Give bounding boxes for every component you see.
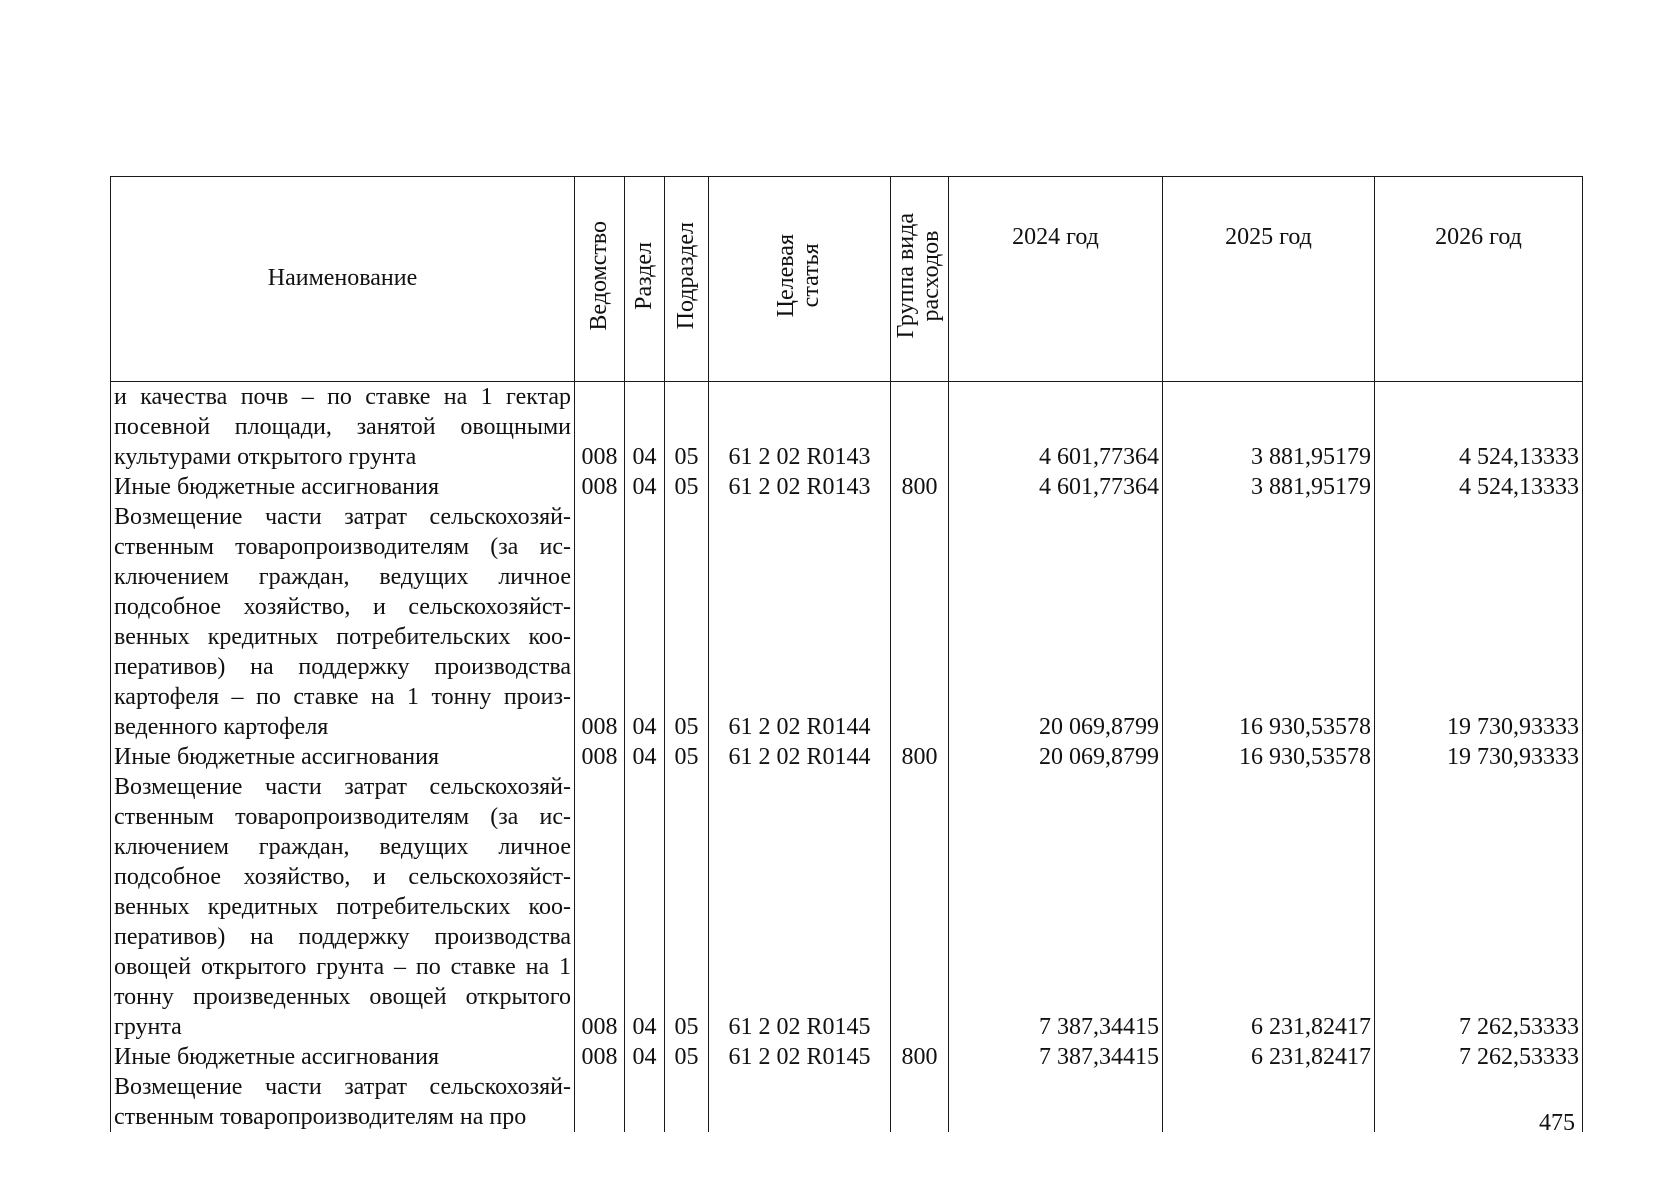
table-body [111,382,1583,1133]
header-row [111,177,1583,382]
cell-name: Иные бюджетные ассигнования [111,1042,575,1072]
cell-razdel: 04 [625,382,665,473]
cell-2026: 19 730,93333 [1375,502,1583,742]
table-row [111,1042,1583,1072]
cell-2026: 7 262,53333 [1375,1042,1583,1072]
cell-podrazdel: 05 [665,772,709,1042]
cell-podrazdel: 05 [665,1042,709,1072]
cell-gruppa: 800 [891,742,949,772]
cell-2024: 7 387,34415 [949,1042,1163,1072]
header-gruppa-line2: расходов [918,230,945,322]
cell-2025: 6 231,82417 [1163,772,1375,1042]
cell-2024: 4 601,77364 [949,382,1163,473]
table-row [111,1072,1583,1132]
cell-2026: 7 262,53333 [1375,772,1583,1042]
cell-gruppa [891,382,949,473]
cell-2026: 4 524,13333 [1375,382,1583,473]
cell-name: Возмещение части затрат сельскохозяйственным товаропроизводителям (за исключением граждан, ведущих личное подсобное хозяйство, и сельскохозяйственных кредитных потребительских кооперативов) на поддержку производства овощей открытого грунта – по ставке на 1 тонну произведенных овощей открытого грунта [111,772,575,1042]
cell-vedomstvo: 008 [575,502,625,742]
cell-2025: 3 881,95179 [1163,472,1375,502]
cell-2025: 6 231,82417 [1163,1042,1375,1072]
cell-celevaya-statya: 61 2 02 R0144 [709,742,891,772]
header-gruppa-line1: Группа вида [893,213,920,339]
cell-vedomstvo [575,1072,625,1132]
cell-name: Иные бюджетные ассигнования [111,472,575,502]
cell-2024 [949,1072,1163,1132]
cell-2024: 7 387,34415 [949,772,1163,1042]
cell-2024: 4 601,77364 [949,472,1163,502]
table-row [111,742,1583,772]
header-2024: 2024 год [949,177,1163,382]
cell-2025: 3 881,95179 [1163,382,1375,473]
cell-razdel: 04 [625,472,665,502]
cell-2025: 16 930,53578 [1163,502,1375,742]
cell-gruppa [891,1072,949,1132]
header-vedomstvo: Ведомство [575,177,625,382]
cell-razdel: 04 [625,742,665,772]
page-number: 475 [1539,1110,1575,1136]
cell-vedomstvo: 008 [575,1042,625,1072]
header-2026: 2026 год [1375,177,1583,382]
cell-gruppa [891,772,949,1042]
cell-vedomstvo: 008 [575,382,625,473]
header-2025: 2025 год [1163,177,1375,382]
header-gruppa-vida-raskhodov [891,177,949,382]
cell-podrazdel [665,1072,709,1132]
cell-2026: 4 524,13333 [1375,472,1583,502]
cell-2025 [1163,1072,1375,1132]
cell-celevaya-statya: 61 2 02 R0144 [709,502,891,742]
cell-razdel: 04 [625,1042,665,1072]
cell-vedomstvo: 008 [575,472,625,502]
cell-podrazdel: 05 [665,502,709,742]
cell-name: Иные бюджетные ассигнования [111,742,575,772]
cell-razdel: 04 [625,772,665,1042]
header-celevaya-statya [709,177,891,382]
cell-2025: 16 930,53578 [1163,742,1375,772]
cell-2024: 20 069,8799 [949,742,1163,772]
cell-gruppa [891,502,949,742]
header-name: Наименование [111,177,575,382]
cell-celevaya-statya: 61 2 02 R0145 [709,1042,891,1072]
table-row [111,502,1583,742]
cell-gruppa: 800 [891,472,949,502]
cell-razdel: 04 [625,502,665,742]
header-celevaya-line2: статья [798,243,825,308]
cell-celevaya-statya: 61 2 02 R0145 [709,772,891,1042]
table-header [111,177,1583,382]
cell-podrazdel: 05 [665,382,709,473]
cell-name: Возмещение части затрат сельскохозяйственным товаропроизводителям (за исключением граждан, ведущих личное подсобное хозяйство, и сельскохозяйственных кредитных потребительских кооперативов) на поддержку производства картофеля – по ставке на 1 тонну произведенного картофеля [111,502,575,742]
budget-table [110,176,1583,1132]
cell-celevaya-statya: 61 2 02 R0143 [709,382,891,473]
header-podrazdel: Подраздел [665,177,709,382]
cell-razdel [625,1072,665,1132]
header-celevaya-line1: Целевая [773,234,800,318]
table-row [111,772,1583,1042]
cell-vedomstvo: 008 [575,742,625,772]
cell-2026: 19 730,93333 [1375,742,1583,772]
cell-celevaya-statya [709,1072,891,1132]
header-razdel: Раздел [625,177,665,382]
table-row [111,472,1583,502]
cell-name: и качества почв – по ставке на 1 гектар посевной площади, занятой овощными культурами открытого грунта [111,382,575,473]
cell-podrazdel: 05 [665,472,709,502]
cell-podrazdel: 05 [665,742,709,772]
table-row [111,382,1583,473]
cell-2024: 20 069,8799 [949,502,1163,742]
cell-vedomstvo: 008 [575,772,625,1042]
cell-gruppa: 800 [891,1042,949,1072]
cell-celevaya-statya: 61 2 02 R0143 [709,472,891,502]
cell-name: Возмещение части затрат сельскохозяйственным товаропроизводителям на про [111,1072,575,1132]
